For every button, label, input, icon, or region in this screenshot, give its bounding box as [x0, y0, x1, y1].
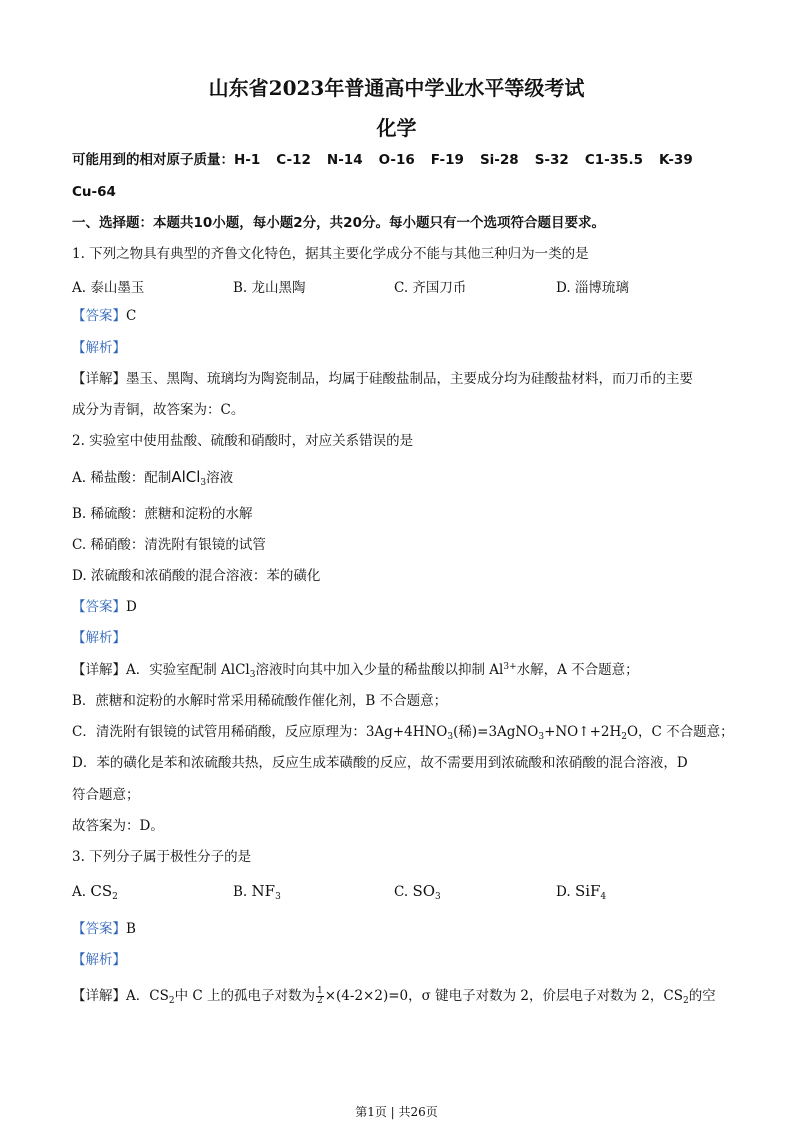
detail-text: ×(4-2×2)=0，σ 键电子对数为 2，价层电子对数为 2，CS	[324, 988, 683, 1004]
q1-detail-line2: 成分为青铜，故答案为：C。	[72, 402, 245, 418]
fraction-denominator: 2	[316, 996, 323, 1006]
subscript: 3	[275, 892, 281, 902]
answer-tag: 【答案】	[72, 921, 126, 937]
q1-option-b: B. 龙山黑陶	[233, 280, 306, 296]
q1-option-a: A. 泰山墨玉	[72, 280, 145, 296]
atomic-mass: C-12	[276, 152, 311, 168]
q3-option-a	[72, 882, 118, 900]
atomic-mass: H-1	[234, 152, 261, 168]
q2-option-a	[72, 468, 233, 487]
q1-detail-line1	[72, 370, 693, 388]
q3-stem: 3. 下列分子属于极性分子的是	[72, 849, 252, 865]
q2-option-c: C. 稀硝酸：清洗附有银镜的试管	[72, 537, 266, 553]
option-text: 溶液	[206, 470, 234, 486]
subscript: 3	[249, 670, 256, 680]
answer-value: B	[126, 921, 136, 937]
atomic-mass: K-39	[659, 152, 693, 168]
q2-stem: 2. 实验室中使用盐酸、硫酸和硝酸时，对应关系错误的是	[72, 433, 414, 449]
q2-option-d: D. 浓硫酸和浓硝酸的混合溶液：苯的磺化	[72, 568, 321, 584]
option-label: B.	[233, 884, 248, 900]
superscript: 3+	[503, 662, 517, 672]
answer-tag: 【答案】	[72, 599, 126, 615]
detail-text: +NO↑+2H	[544, 724, 622, 740]
detail-tag: 【详解】	[72, 988, 126, 1004]
q2-analysis-tag: 【解析】	[72, 630, 126, 646]
atomic-mass: O-16	[378, 152, 415, 168]
q1-answer	[72, 307, 136, 325]
detail-text: 溶液时向其中加入少量的稀盐酸以抑制 Al	[255, 662, 504, 678]
subscript: 3	[200, 478, 207, 488]
answer-tag: 【答案】	[72, 308, 126, 324]
exam-title: 山东省2023年普通高中学业水平等级考试	[208, 76, 585, 100]
q1-option-c: C. 齐国刀币	[394, 280, 467, 296]
q1-stem: 1. 下列之物具有典型的齐鲁文化特色，据其主要化学成分不能与其他三种归为一类的是	[72, 246, 589, 262]
subscript: 2	[621, 732, 627, 742]
q3-option-c	[394, 882, 441, 900]
q3-analysis-tag: 【解析】	[72, 952, 126, 968]
detail-text: (稀)=3AgNO	[453, 724, 539, 740]
detail-text: O，C 不合题意；	[626, 724, 734, 740]
q2-answer	[72, 598, 137, 616]
subscript: 3	[435, 892, 441, 902]
option-label: A.	[72, 884, 87, 900]
q3-detail-a	[72, 987, 716, 1006]
atomic-mass: F-19	[430, 152, 464, 168]
option-label: C.	[394, 884, 409, 900]
q2-option-b: B. 稀硫酸：蔗糖和淀粉的水解	[72, 506, 253, 522]
detail-text: A．实验室配制 AlCl	[126, 662, 250, 678]
subscript: 2	[682, 996, 689, 1006]
q3-answer	[72, 920, 136, 938]
q2-detail-a	[72, 661, 639, 679]
section-heading: 一、选择题：本题共10小题，每小题2分，共20分。每小题只有一个选项符合题目要求。	[72, 215, 605, 231]
subscript: 2	[168, 996, 175, 1006]
q1-option-d: D. 淄博琉璃	[556, 280, 629, 296]
fraction	[316, 987, 324, 1006]
atomic-mass: N-14	[326, 152, 363, 168]
formula: AlCl	[171, 468, 201, 486]
detail-text: A．CS	[126, 988, 169, 1004]
atomic-masses-label: 可能用到的相对原子质量：	[72, 152, 234, 168]
answer-value: C	[126, 308, 137, 324]
detail-text: 墨玉、黑陶、琉璃均为陶瓷制品，均属于硅酸盐制品，主要成分均为硅酸盐材料，而刀币的主要	[126, 371, 693, 387]
q2-detail-b: B．蔗糖和淀粉的水解时常采用稀硫酸作催化剂，B 不合题意；	[72, 693, 448, 709]
q1-analysis-tag: 【解析】	[72, 340, 126, 356]
subscript: 4	[600, 892, 607, 902]
atomic-mass: C1-35.5	[584, 152, 644, 168]
q3-option-b	[233, 882, 281, 900]
formula: NF	[251, 882, 276, 900]
detail-text: 的空	[688, 988, 716, 1004]
formula: CS	[90, 882, 113, 900]
q2-conclusion: 故答案为：D。	[72, 818, 164, 834]
formula: SO	[412, 882, 436, 900]
atomic-masses-cont: Cu-64	[72, 184, 116, 200]
q3-option-d	[556, 882, 606, 900]
subscript: 3	[538, 732, 545, 742]
detail-tag: 【详解】	[72, 662, 126, 678]
formula: SiF	[574, 882, 601, 900]
atomic-mass: Si-28	[479, 152, 519, 168]
subscript: 3	[447, 732, 454, 742]
detail-tag: 【详解】	[72, 371, 126, 387]
detail-text: 水解，A 不合题意；	[516, 662, 639, 678]
q2-detail-d-line1: D．苯的磺化是苯和浓硫酸共热，反应生成苯磺酸的反应，故不需要用到浓硫酸和浓硝酸的混合溶液，D	[72, 755, 688, 771]
subscript: 2	[112, 892, 118, 902]
page-footer: 第1页 | 共26页	[355, 1105, 438, 1119]
atomic-mass: S-32	[534, 152, 569, 168]
option-label: D.	[556, 884, 571, 900]
q2-detail-c	[72, 723, 734, 741]
answer-value: D	[126, 599, 137, 615]
fraction-numerator: 1	[316, 986, 323, 996]
atomic-masses-line	[72, 151, 693, 169]
detail-text: 中 C 上的孤电子对数为	[174, 988, 315, 1004]
detail-text: C．清洗附有银镜的试管用稀硝酸，反应原理为：3Ag+4HNO	[72, 724, 448, 740]
option-text: A. 稀盐酸：配制	[72, 470, 172, 486]
subject-title: 化学	[376, 116, 417, 140]
q2-detail-d-line2: 符合题意；	[72, 787, 140, 803]
